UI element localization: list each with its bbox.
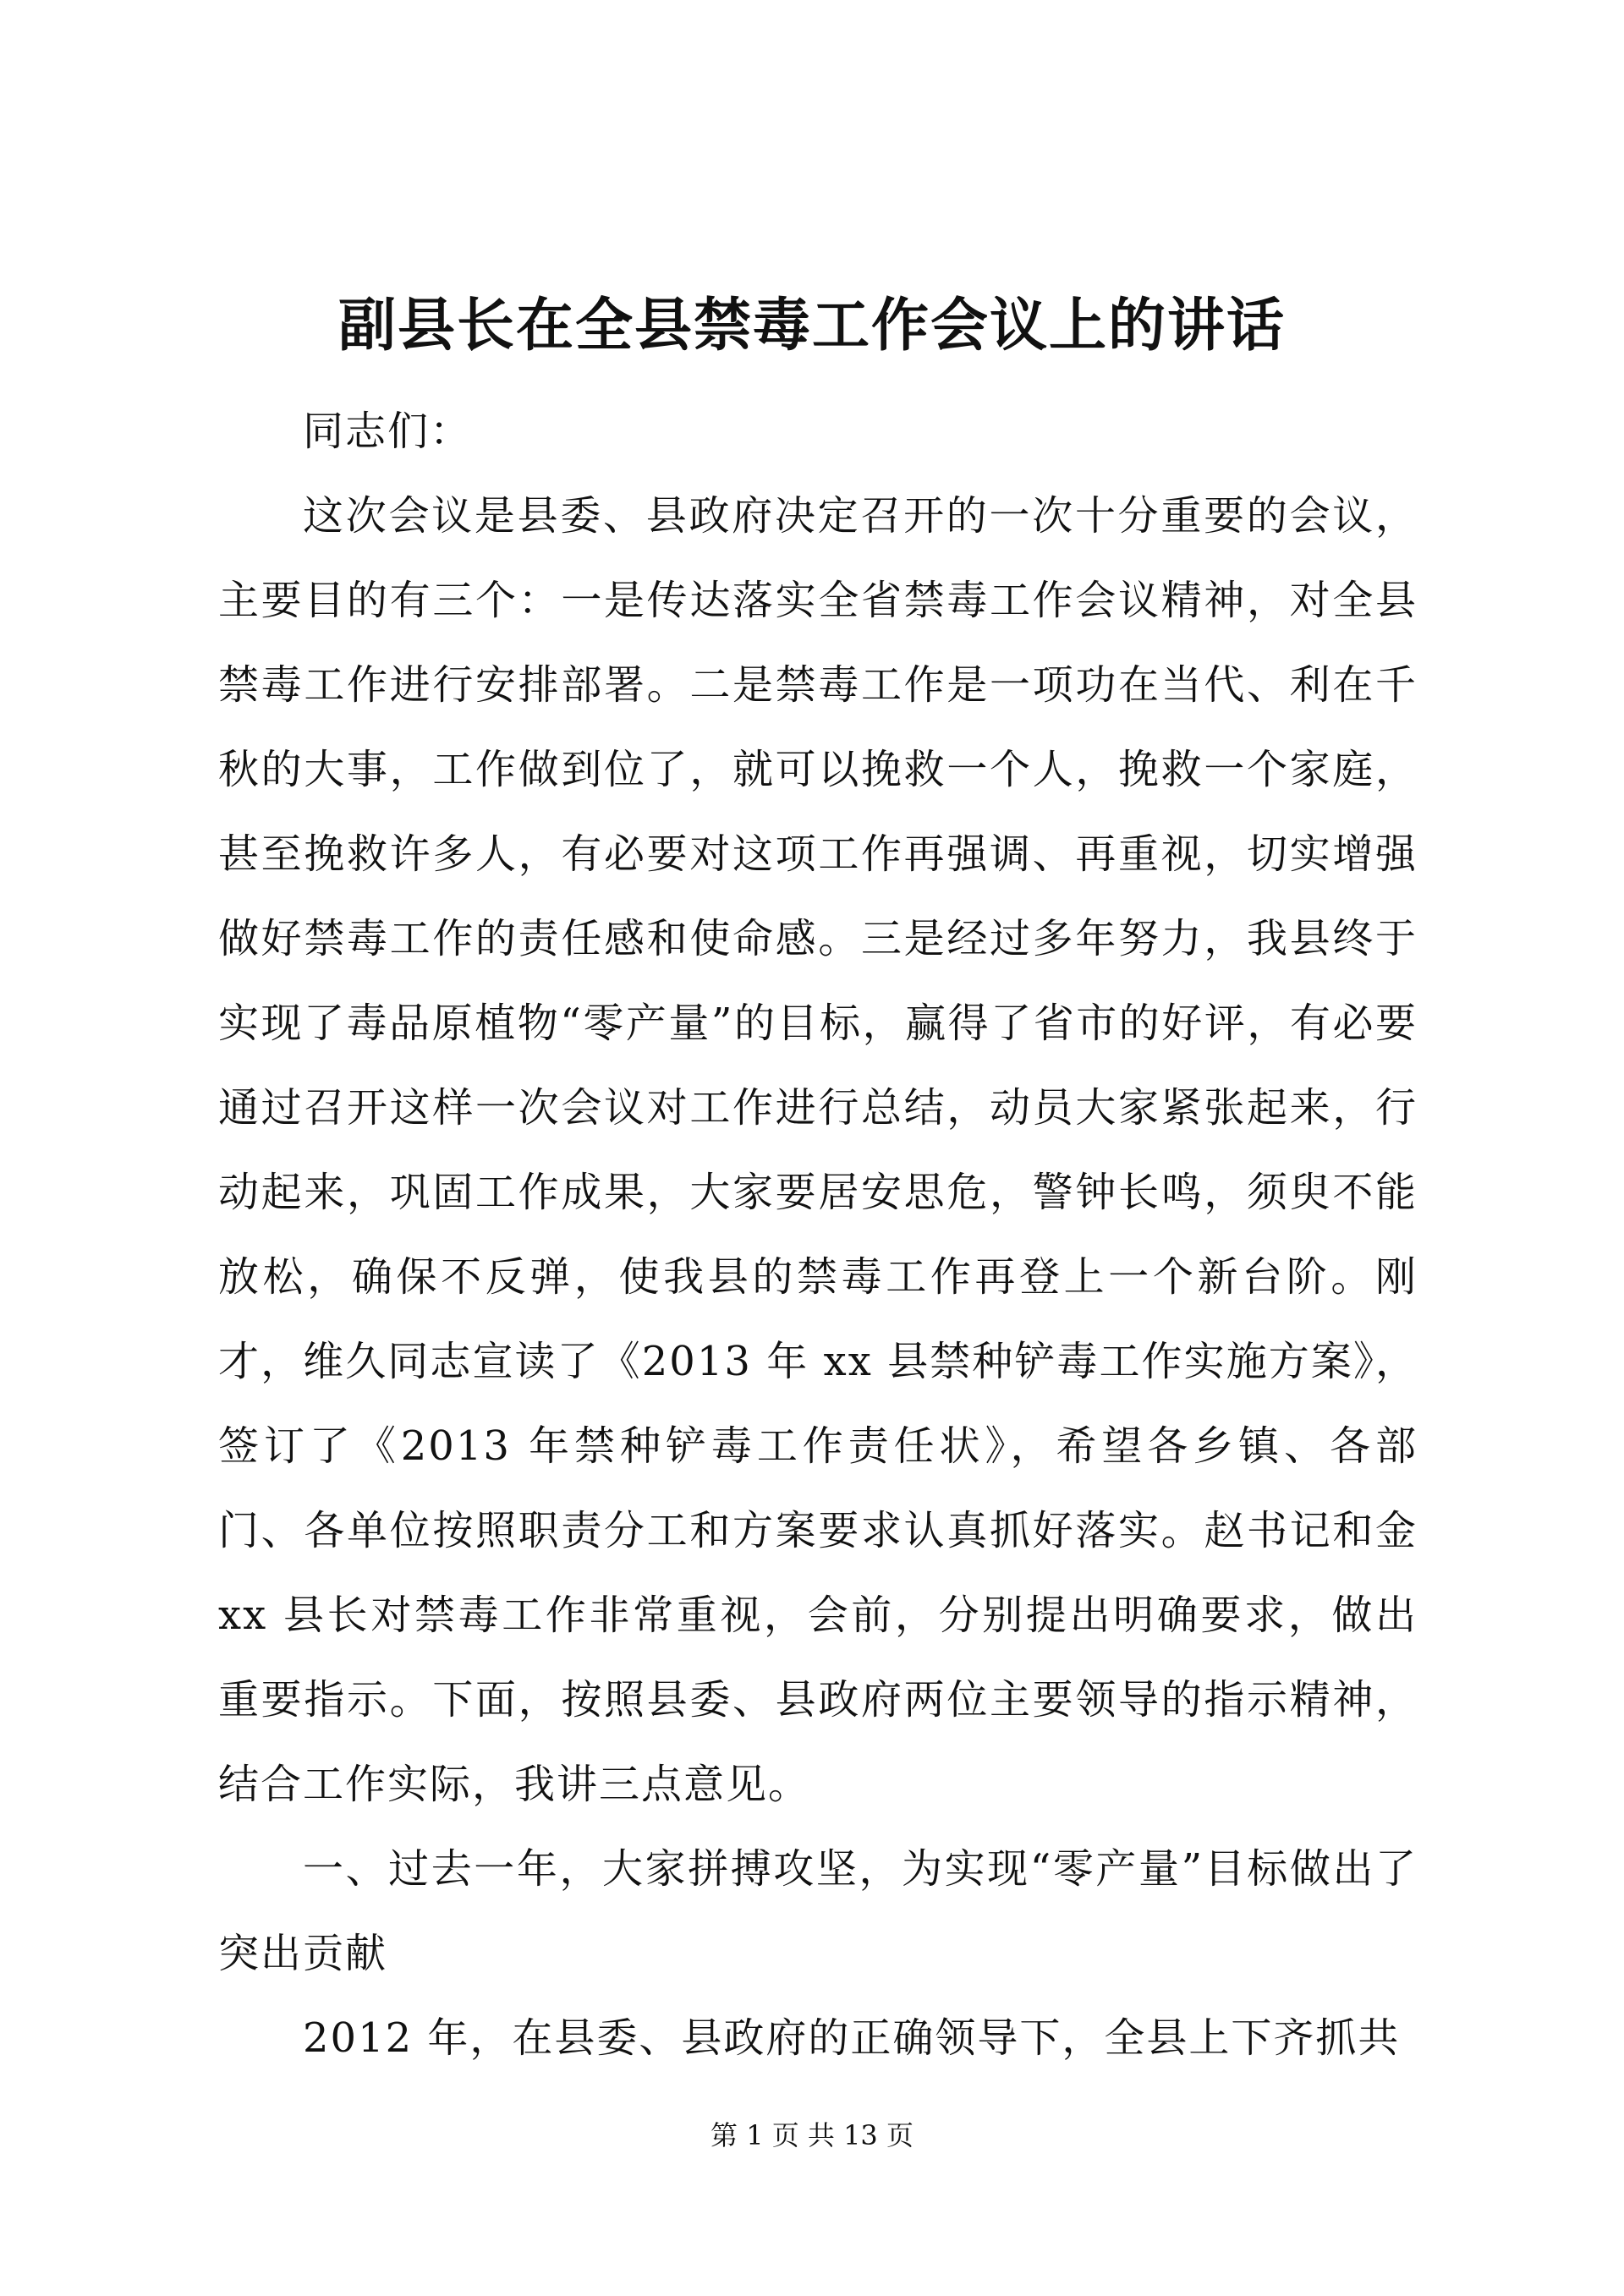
intro-paragraph: 这次会议是县委、县政府决定召开的一次十分重要的会议，主要目的有三个：一是传达落实全省禁毒工作会议精神，对全县禁毒工作进行安排部署。二是禁毒工作是一项功在当代、利在千秋的大事，工作做到位了，就可以挽救一个人，挽救一个家庭，甚至挽救许多人，有必要对这项工作再强调、再重视，切实增强做好禁毒工作的责任感和使命感。三是经过多年努力，我县终于实现了毒品原植物“零产量”的目标，赢得了省市的好评，有必要通过召开这样一次会议对工作进行总结，动员大家紧张起来，行动起来，巩固工作成果，大家要居安思危，警钟长鸣，须臾不能放松，确保不反弹，使我县的禁毒工作再登上一个新台阶。刚才，维久同志宣读了《2013 年 xx 县禁种铲毒工作实施方案》，签订了《2013 年禁种铲毒工作责任状》，希望各乡镇、各部门、各单位按照职责分工和方案要求认真抓好落实。赵书记和金 xx 县长对禁毒工作非常重视，会前，分别提出明确要求，做出重要指示。下面，按照县委、县政府两位主要领导的指示精神，结合工作实际，我讲三点意见。 xyxy=(218,492,1418,1808)
document-title: 副县长在全县禁毒工作会议上的讲话 xyxy=(337,292,1286,359)
section-heading-1: 一、过去一年，大家拼搏攻坚，为实现“零产量”目标做出了突出贡献 xyxy=(218,1845,1418,1977)
page-number-footer: 第 1 页 共 13 页 xyxy=(710,2119,914,2151)
document-body xyxy=(218,389,1418,2080)
body-paragraph: 2012 年，在县委、县政府的正确领导下，全县上下齐抓共 xyxy=(303,2014,1401,2062)
salutation-paragraph: 同志们： xyxy=(303,408,473,455)
